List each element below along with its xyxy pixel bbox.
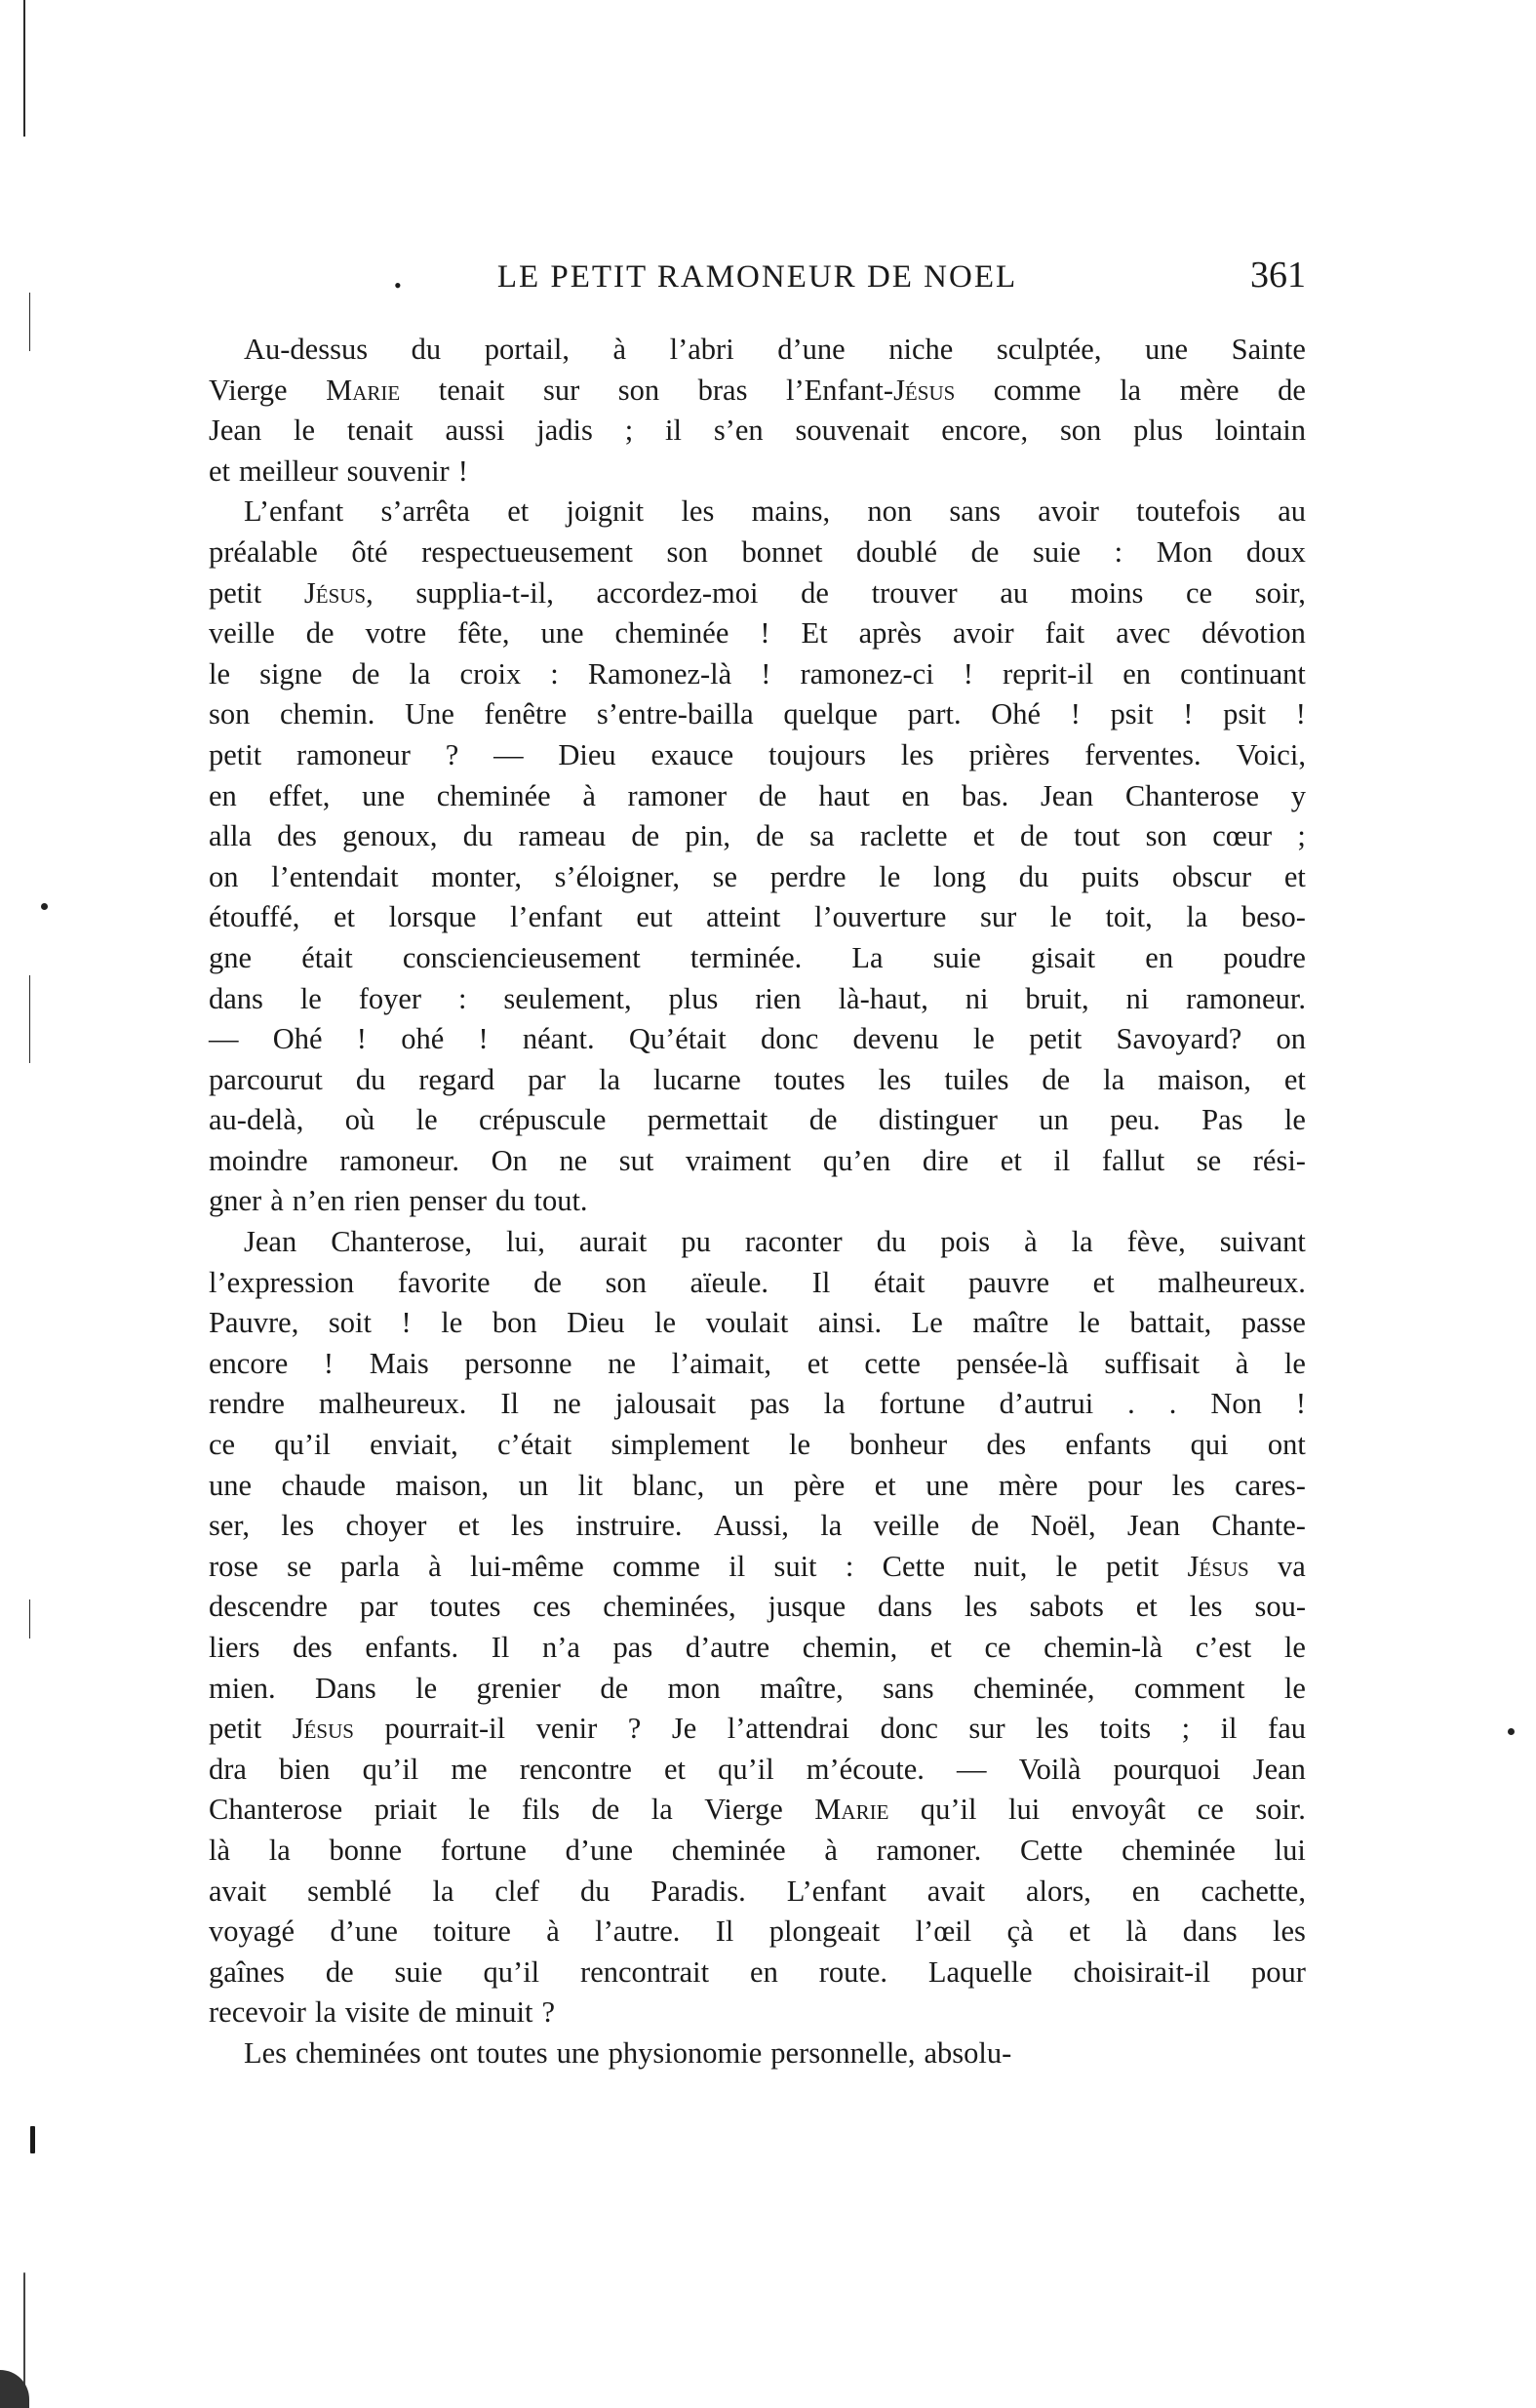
scan-edge-line bbox=[29, 1599, 30, 1638]
text-line: ce qu’il enviait, c’était simplement le bonheur des enfants qui ont bbox=[209, 1428, 1306, 1462]
text-line: en effet, une cheminée à ramoner de haut en bas. Jean Chanterose y bbox=[209, 778, 1306, 812]
text-line: — Ohé ! ohé ! néant. Qu’était donc devenu le petit Savoyard? on bbox=[209, 1022, 1306, 1056]
text-line: descendre par toutes ces cheminées, jusque dans les sabots et les sou- bbox=[209, 1590, 1306, 1624]
text-line: mien. Dans le grenier de mon maître, sans cheminée, comment le bbox=[209, 1671, 1306, 1705]
text-line: et meilleur souvenir ! bbox=[209, 454, 468, 488]
text-line: dans le foyer : seulement, plus rien là-haut, ni bruit, ni ramoneur. bbox=[209, 981, 1306, 1015]
page-number: 361 bbox=[1250, 255, 1306, 296]
paragraph bbox=[209, 492, 1306, 1222]
text-line: parcourut du regard par la lucarne toutes les tuiles de la maison, et bbox=[209, 1062, 1306, 1096]
text-line: Vierge Marie tenait sur son bras l’Enfant-Jésus comme la mère de bbox=[209, 373, 1306, 407]
scan-edge-line bbox=[29, 293, 30, 351]
running-header bbox=[209, 255, 1306, 308]
text-line: Jean Chanterose, lui, aurait pu raconter du pois à la fève, suivant bbox=[244, 1225, 1306, 1259]
text-line: gaînes de suie qu’il rencontrait en route. Laquelle choisirait-il pour bbox=[209, 1954, 1306, 1989]
text-line: l’expression favorite de son aïeule. Il était pauvre et malheureux. bbox=[209, 1265, 1306, 1299]
text-line: moindre ramoneur. On ne sut vraiment qu’en dire et il fallut se rési- bbox=[209, 1143, 1306, 1177]
text-line: Jean le tenait aussi jadis ; il s’en souvenait encore, son plus lointain bbox=[209, 414, 1306, 448]
text-line: Au-dessus du portail, à l’abri d’une niche sculptée, une Sainte bbox=[244, 333, 1306, 366]
text-line: veille de votre fête, une cheminée ! Et après avoir fait avec dévotion bbox=[209, 616, 1306, 651]
text-line: recevoir la visite de minuit ? bbox=[209, 1995, 556, 2030]
text-line: son chemin. Une fenêtre s’entre-bailla quelque part. Ohé ! psit ! psit ! bbox=[209, 697, 1306, 731]
text-line: petit Jésus, supplia-t-il, accordez-moi de trouver au moins ce soir, bbox=[209, 575, 1306, 610]
text-line: petit ramoneur ? — Dieu exauce toujours les prières ferventes. Voici, bbox=[209, 737, 1306, 771]
text-line: liers des enfants. Il n’a pas d’autre chemin, et ce chemin-là c’est le bbox=[209, 1631, 1306, 1664]
scan-speck bbox=[41, 903, 48, 910]
scan-speck bbox=[1508, 1728, 1515, 1735]
text-line: Chanterose priait le fils de la Vierge Marie qu’il lui envoyât ce soir. bbox=[209, 1793, 1306, 1827]
paragraph bbox=[209, 1222, 1306, 2033]
text-line: encore ! Mais personne ne l’aimait, et cette pensée-là suffisait à le bbox=[209, 1346, 1306, 1380]
text-line: le signe de la croix : Ramonez-là ! ramonez-ci ! reprit-il en continuant bbox=[209, 656, 1306, 691]
text-line: avait semblé la clef du Paradis. L’enfant avait alors, en cachette, bbox=[209, 1874, 1306, 1908]
text-line: là la bonne fortune d’une cheminée à ramoner. Cette cheminée lui bbox=[209, 1833, 1306, 1867]
text-line: Pauvre, soit ! le bon Dieu le voulait ainsi. Le maître le battait, passe bbox=[209, 1306, 1306, 1340]
text-line: alla des genoux, du rameau de pin, de sa raclette et de tout son cœur ; bbox=[209, 819, 1306, 853]
text-line: ser, les choyer et les instruire. Aussi, la veille de Noël, Jean Chante- bbox=[209, 1509, 1306, 1543]
text-line: dra bien qu’il me rencontre et qu’il m’écoute. — Voilà pourquoi Jean bbox=[209, 1752, 1306, 1786]
text-line: Les cheminées ont toutes une physionomie personnelle, absolu- bbox=[244, 2035, 1012, 2070]
paragraph bbox=[209, 2033, 1306, 2074]
text-line: préalable ôté respectueusement son bonnet doublé de suie : Mon doux bbox=[209, 534, 1306, 569]
text-line: une chaude maison, un lit blanc, un père et une mère pour les cares- bbox=[209, 1468, 1306, 1502]
paragraph bbox=[209, 330, 1306, 492]
text-line: gne était consciencieusement terminée. La suie gisait en poudre bbox=[209, 940, 1306, 974]
text-line: étouffé, et lorsque l’enfant eut atteint l’ouverture sur le toit, la beso- bbox=[209, 900, 1306, 934]
text-line: rendre malheureux. Il ne jalousait pas la fortune d’autrui . . Non ! bbox=[209, 1387, 1306, 1421]
body-text bbox=[209, 330, 1306, 2074]
text-line: au-delà, où le crépuscule permettait de distinguer un peu. Pas le bbox=[209, 1103, 1306, 1137]
text-line: voyagé d’une toiture à l’autre. Il plongeait l’œil çà et là dans les bbox=[209, 1915, 1306, 1949]
text-line: rose se parla à lui-même comme il suit : Cette nuit, le petit Jésus va bbox=[209, 1549, 1306, 1583]
text-line: on l’entendait monter, s’éloigner, se perdre le long du puits obscur et bbox=[209, 859, 1306, 893]
running-title: LE PETIT RAMONEUR DE NOEL bbox=[496, 259, 1018, 295]
text-line: petit Jésus pourrait-il venir ? Je l’attendrai donc sur les toits ; il fau bbox=[209, 1712, 1306, 1746]
text-line: gner à n’en rien penser du tout. bbox=[209, 1184, 588, 1218]
text-line: L’enfant s’arrêta et joignit les mains, non sans avoir toutefois au bbox=[244, 494, 1306, 529]
scan-edge-line bbox=[29, 975, 30, 1063]
scan-edge-line bbox=[23, 0, 25, 137]
scan-edge-mark bbox=[30, 2126, 35, 2153]
header-bullet: • bbox=[394, 273, 402, 297]
